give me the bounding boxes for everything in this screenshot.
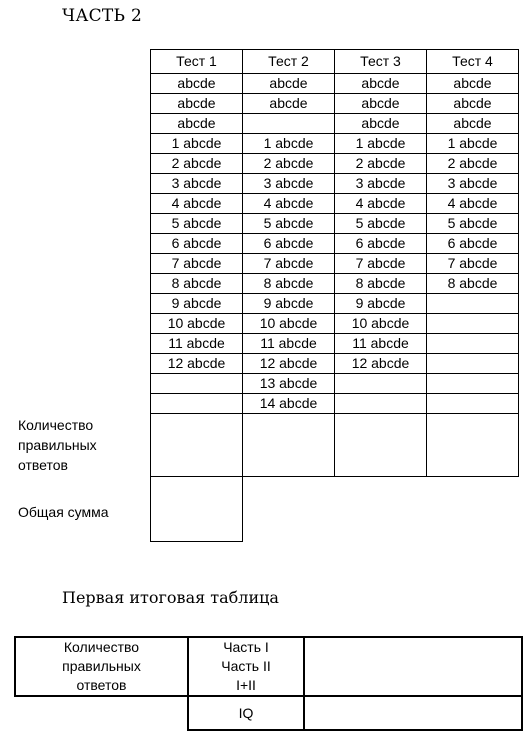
table-row xyxy=(151,174,519,194)
answer-cell[interactable]: abcde xyxy=(335,94,427,114)
summary-empty-corner xyxy=(15,696,188,730)
answer-cell xyxy=(151,374,243,394)
blank-cell xyxy=(335,477,427,542)
correct-count-cell-test-2[interactable] xyxy=(243,414,335,477)
answer-cell[interactable]: 2 abcde xyxy=(335,154,427,174)
answer-cell[interactable]: 5 abcde xyxy=(427,214,519,234)
table-row xyxy=(151,134,519,154)
answer-cell[interactable]: 3 abcde xyxy=(243,174,335,194)
table-row xyxy=(151,394,519,414)
table-row xyxy=(151,214,519,234)
table-row xyxy=(151,274,519,294)
answer-cell xyxy=(335,374,427,394)
correct-count-cell-test-3[interactable] xyxy=(335,414,427,477)
answer-cell[interactable]: 9 abcde xyxy=(151,294,243,314)
answer-cell[interactable]: 8 abcde xyxy=(243,274,335,294)
table-row xyxy=(151,74,519,94)
answer-cell[interactable]: 6 abcde xyxy=(151,234,243,254)
answer-cell[interactable]: 2 abcde xyxy=(151,154,243,174)
table-row xyxy=(151,314,519,334)
total-sum-label: Общая сумма xyxy=(18,504,109,520)
answer-cell[interactable]: 7 abcde xyxy=(427,254,519,274)
summary-iq-value-cell[interactable] xyxy=(304,696,522,730)
answer-cell[interactable]: 4 abcde xyxy=(427,194,519,214)
answer-cell[interactable]: 1 abcde xyxy=(151,134,243,154)
table-row xyxy=(151,114,519,134)
answer-cell xyxy=(427,394,519,414)
answer-cell[interactable]: abcde xyxy=(151,74,243,94)
table-row xyxy=(151,254,519,274)
answer-cell[interactable]: 9 abcde xyxy=(335,294,427,314)
summary-parts-label xyxy=(188,637,304,696)
correct-count-label: Количество правильных ответов xyxy=(18,417,97,473)
summary-part-1-label: Часть I xyxy=(223,639,269,655)
answer-cell[interactable]: 4 abcde xyxy=(151,194,243,214)
answer-cell[interactable]: 1 abcde xyxy=(335,134,427,154)
answer-cell[interactable]: 14 abcde xyxy=(243,394,335,414)
answer-cell[interactable]: 2 abcde xyxy=(427,154,519,174)
answer-cell[interactable]: 12 abcde xyxy=(243,354,335,374)
answer-cell[interactable]: abcde xyxy=(243,74,335,94)
answer-cell xyxy=(427,374,519,394)
answer-table-header xyxy=(151,50,519,74)
summary-row-iq xyxy=(15,696,522,730)
summary-row-parts xyxy=(15,637,522,696)
answer-table-body xyxy=(151,74,519,414)
column-header-test-2: Тест 2 xyxy=(243,50,335,74)
answer-cell[interactable]: abcde xyxy=(427,94,519,114)
answer-cell[interactable]: 11 abcde xyxy=(151,334,243,354)
answer-cell xyxy=(427,314,519,334)
answer-cell[interactable]: 10 abcde xyxy=(243,314,335,334)
table-row xyxy=(151,94,519,114)
answer-cell[interactable]: 2 abcde xyxy=(243,154,335,174)
correct-count-row xyxy=(151,414,519,477)
answer-cell[interactable]: 4 abcde xyxy=(335,194,427,214)
column-header-test-3: Тест 3 xyxy=(335,50,427,74)
answer-cell xyxy=(243,114,335,134)
part-title: ЧАСТЬ 2 xyxy=(62,6,143,26)
summary-table-title: Первая итоговая таблица xyxy=(62,588,279,607)
total-sum-cell[interactable] xyxy=(151,477,243,542)
answer-cell[interactable]: abcde xyxy=(151,114,243,134)
table-row xyxy=(151,294,519,314)
answer-cell[interactable]: 8 abcde xyxy=(335,274,427,294)
summary-table xyxy=(14,636,523,731)
answer-cell[interactable]: 7 abcde xyxy=(335,254,427,274)
table-row xyxy=(151,374,519,394)
correct-count-cell-test-4[interactable] xyxy=(427,414,519,477)
answer-cell[interactable]: 9 abcde xyxy=(243,294,335,314)
answer-cell[interactable]: 5 abcde xyxy=(151,214,243,234)
answer-cell xyxy=(427,294,519,314)
answer-cell[interactable]: 6 abcde xyxy=(427,234,519,254)
answer-cell[interactable]: 3 abcde xyxy=(335,174,427,194)
table-row xyxy=(151,234,519,254)
blank-cell xyxy=(427,477,519,542)
answer-cell[interactable]: abcde xyxy=(427,74,519,94)
answer-cell[interactable]: abcde xyxy=(243,94,335,114)
answer-cell[interactable]: 8 abcde xyxy=(151,274,243,294)
answer-cell[interactable]: 7 abcde xyxy=(243,254,335,274)
summary-part-2-label: Часть II xyxy=(221,658,271,674)
answer-cell[interactable]: abcde xyxy=(427,114,519,134)
answer-cell xyxy=(427,354,519,374)
answer-cell[interactable]: 13 abcde xyxy=(243,374,335,394)
summary-iq-label: IQ xyxy=(188,696,304,730)
answer-cell[interactable]: 10 abcde xyxy=(335,314,427,334)
summary-count-label xyxy=(15,637,188,696)
answer-cell[interactable]: 6 abcde xyxy=(243,234,335,254)
answer-cell[interactable]: 4 abcde xyxy=(243,194,335,214)
answer-cell xyxy=(151,394,243,414)
column-header-test-1: Тест 1 xyxy=(151,50,243,74)
answer-cell[interactable]: 3 abcde xyxy=(151,174,243,194)
correct-count-cell-test-1[interactable] xyxy=(151,414,243,477)
table-row xyxy=(151,354,519,374)
total-sum-row xyxy=(151,477,519,542)
summary-parts-value-cell[interactable] xyxy=(304,637,522,696)
table-row xyxy=(151,194,519,214)
answer-cell[interactable]: 11 abcde xyxy=(243,334,335,354)
answer-cell[interactable]: 12 abcde xyxy=(335,354,427,374)
answer-cell[interactable]: 1 abcde xyxy=(427,134,519,154)
answer-cell[interactable]: 6 abcde xyxy=(335,234,427,254)
table-row xyxy=(151,334,519,354)
summary-parts-total-label: I+II xyxy=(236,677,256,693)
answer-cell[interactable]: 12 abcde xyxy=(151,354,243,374)
answer-cell[interactable]: 3 abcde xyxy=(427,174,519,194)
answer-cell[interactable]: abcde xyxy=(335,114,427,134)
answer-cell xyxy=(335,394,427,414)
answer-cell[interactable]: 8 abcde xyxy=(427,274,519,294)
table-row xyxy=(151,154,519,174)
summary-count-label-text: Количество правильных ответов xyxy=(62,639,141,693)
answer-cell[interactable]: 5 abcde xyxy=(243,214,335,234)
answer-cell[interactable]: 1 abcde xyxy=(243,134,335,154)
answer-table xyxy=(150,49,519,542)
column-header-test-4: Тест 4 xyxy=(427,50,519,74)
answer-cell[interactable]: 5 abcde xyxy=(335,214,427,234)
answer-cell[interactable]: abcde xyxy=(335,74,427,94)
answer-cell xyxy=(427,334,519,354)
answer-cell[interactable]: abcde xyxy=(151,94,243,114)
answer-cell[interactable]: 11 abcde xyxy=(335,334,427,354)
answer-cell[interactable]: 7 abcde xyxy=(151,254,243,274)
answer-cell[interactable]: 10 abcde xyxy=(151,314,243,334)
blank-cell xyxy=(243,477,335,542)
